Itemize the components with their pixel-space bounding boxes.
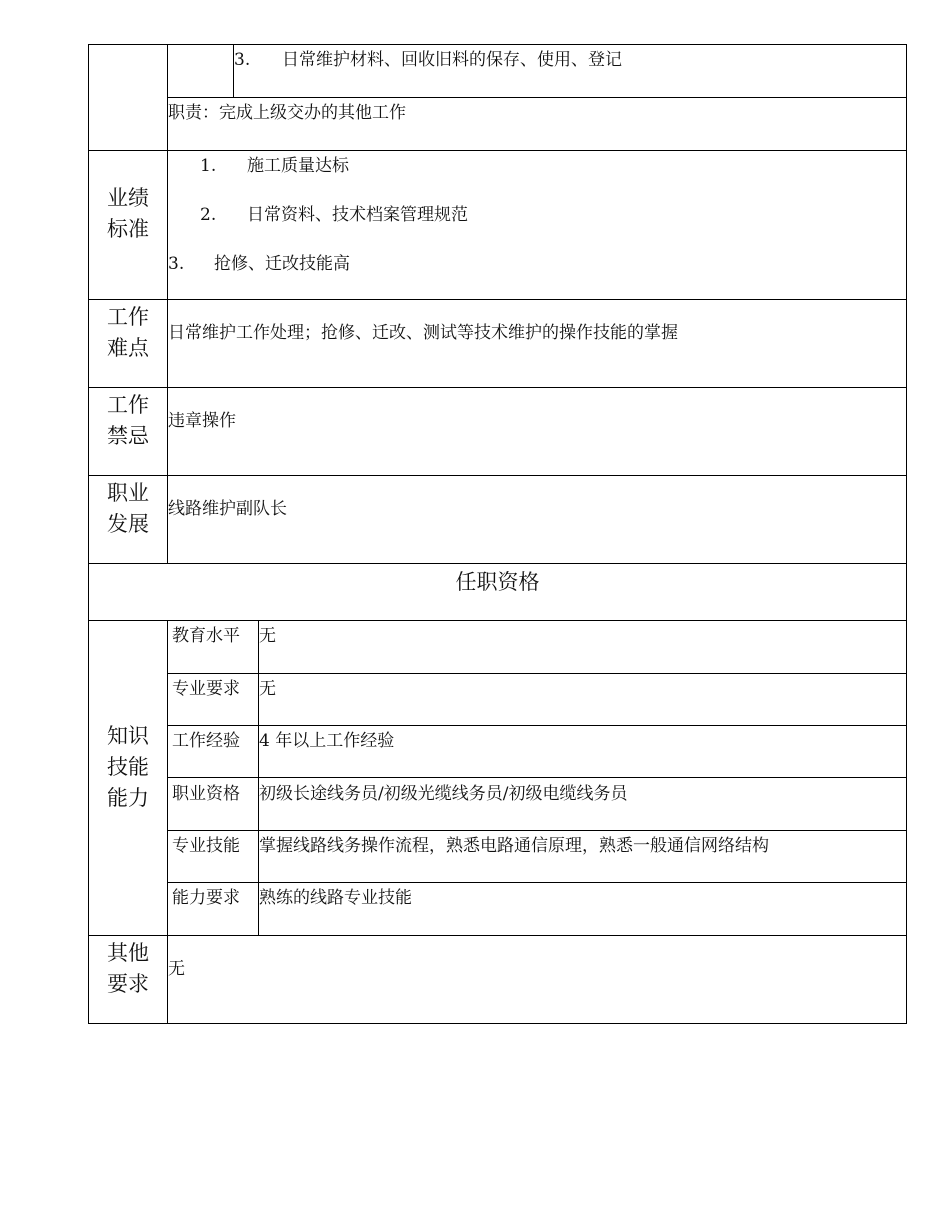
knowledge-row-value: 熟练的线路专业技能 bbox=[259, 888, 412, 908]
knowledge-row-value: 无 bbox=[259, 626, 276, 646]
performance-item-number: 3. bbox=[168, 254, 185, 274]
knowledge-row-value: 4 年以上工作经验 bbox=[259, 731, 395, 751]
knowledge-row-value: 掌握线路线务操作流程，熟悉电路通信原理，熟悉一般通信网络结构 bbox=[259, 836, 769, 856]
performance-item-text: 抢修、迁改技能高 bbox=[214, 254, 350, 274]
knowledge-row-name: 能力要求 bbox=[172, 888, 240, 908]
knowledge-row-value: 初级长途线务员/初级光缆线务员/初级电缆线务员 bbox=[259, 784, 628, 804]
taboo-text: 违章操作 bbox=[168, 411, 236, 431]
other-label: 其他 要求 bbox=[107, 941, 149, 996]
knowledge-row-value: 无 bbox=[259, 679, 276, 699]
knowledge-label: 知识 技能 能力 bbox=[107, 724, 149, 810]
other-text: 无 bbox=[168, 959, 185, 979]
knowledge-row-name: 工作经验 bbox=[172, 731, 240, 751]
knowledge-row-name: 专业技能 bbox=[172, 836, 240, 856]
knowledge-row-name: 职业资格 bbox=[172, 784, 240, 804]
knowledge-row-name: 教育水平 bbox=[172, 626, 240, 646]
performance-item-text: 施工质量达标 bbox=[247, 156, 349, 176]
performance-item-number: 2. bbox=[200, 205, 217, 225]
career-text: 线路维护副队长 bbox=[168, 499, 287, 519]
duty-item-number: 3. bbox=[234, 50, 251, 70]
duty-item-text: 日常维护材料、回收旧料的保存、使用、登记 bbox=[282, 50, 622, 70]
performance-item-number: 1. bbox=[200, 156, 217, 176]
taboo-label: 工作 禁忌 bbox=[107, 393, 149, 448]
difficulty-text: 日常维护工作处理；抢修、迁改、测试等技术维护的操作技能的掌握 bbox=[168, 323, 678, 343]
other-duty-text: 职责：完成上级交办的其他工作 bbox=[168, 103, 406, 123]
performance-label: 业绩 标准 bbox=[107, 186, 149, 241]
difficulty-label: 工作 难点 bbox=[107, 305, 149, 360]
career-label: 职业 发展 bbox=[107, 481, 149, 536]
qualification-title: 任职资格 bbox=[455, 570, 540, 594]
performance-item-text: 日常资料、技术档案管理规范 bbox=[247, 205, 468, 225]
knowledge-row-name: 专业要求 bbox=[172, 679, 240, 699]
